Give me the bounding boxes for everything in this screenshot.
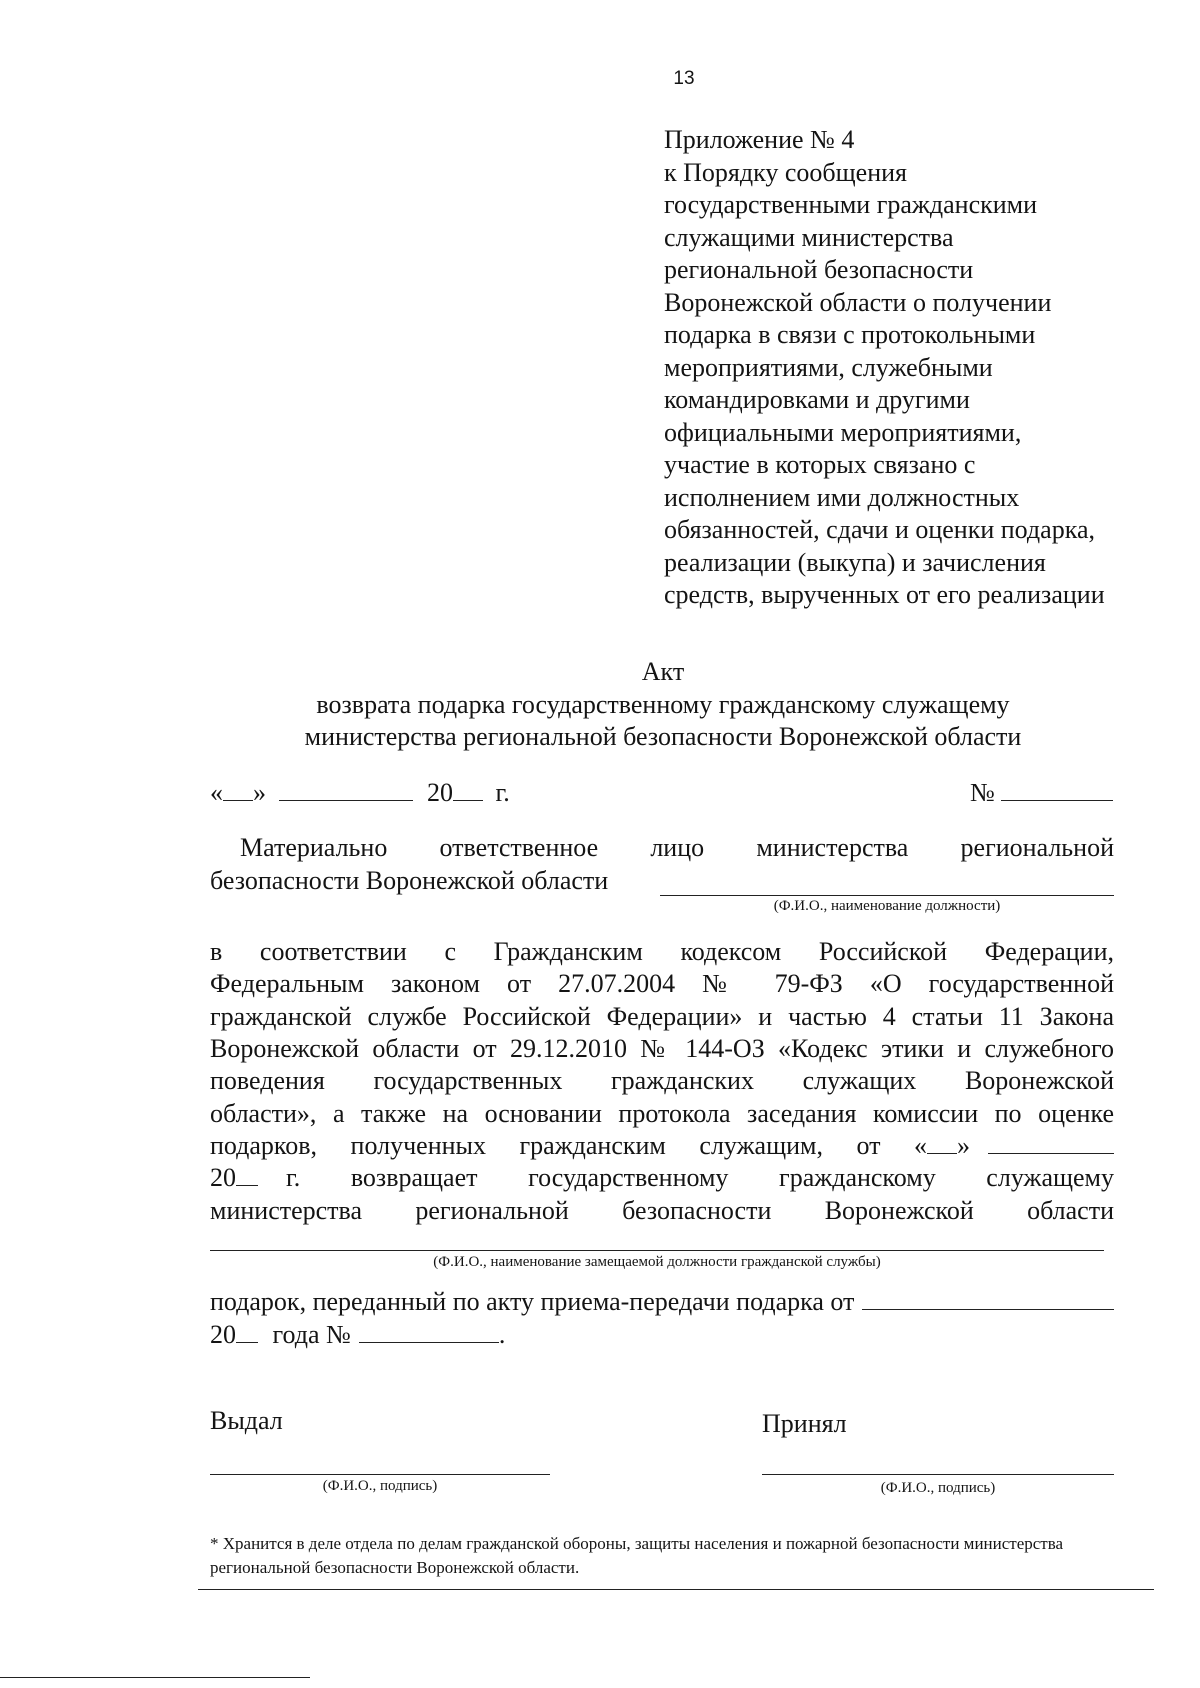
transfer-number-label: года № bbox=[272, 1320, 351, 1349]
p2-line-4: Воронежской области от 29.12.2010 № 144-ОЗ «Кодекс этики и служебного bbox=[210, 1034, 1114, 1063]
appendix-line: средств, вырученных от его реализации bbox=[664, 580, 1105, 609]
p1-word: ответственное bbox=[439, 833, 599, 862]
appendix-line: подарка в связи с протокольными bbox=[664, 320, 1036, 349]
act-number bbox=[970, 778, 1113, 808]
p1-word: министерства bbox=[756, 833, 909, 862]
transfer-year-prefix: 20 bbox=[210, 1320, 236, 1349]
year-suffix: г. bbox=[495, 778, 510, 807]
appendix-line: участие в которых связано с bbox=[664, 450, 976, 479]
appendix-line: мероприятиями, служебными bbox=[664, 352, 993, 382]
year-blank[interactable] bbox=[453, 799, 483, 801]
p1-word: лицо bbox=[650, 833, 705, 862]
p1-line-1 bbox=[240, 833, 1114, 863]
caption-responsible-person: (Ф.И.О., наименование должности) bbox=[773, 898, 1001, 914]
month-blank[interactable] bbox=[279, 799, 413, 801]
p2-line-9: министерства региональной безопасности Воронежской области bbox=[210, 1196, 1114, 1225]
p3-line-2 bbox=[210, 1320, 505, 1350]
recipient-blank[interactable] bbox=[210, 1250, 1104, 1251]
number-label: № bbox=[970, 778, 995, 807]
protocol-close-quote: » bbox=[957, 1131, 970, 1160]
date-close-quote: » bbox=[253, 778, 266, 807]
day-blank[interactable] bbox=[223, 799, 253, 801]
appendix-block bbox=[664, 124, 1200, 612]
page-number: 13 bbox=[673, 68, 695, 89]
transfer-act-date-blank[interactable] bbox=[862, 1308, 1114, 1310]
footnote-divider bbox=[198, 1589, 1154, 1590]
appendix-line: служащими министерства bbox=[664, 222, 954, 252]
document-subtitle-line-2: министерства региональной безопасности Воронежской области bbox=[304, 722, 1022, 751]
document-title: Акт bbox=[641, 657, 685, 686]
appendix-line: к Порядку сообщения bbox=[664, 157, 907, 187]
protocol-day-blank[interactable] bbox=[927, 1152, 957, 1154]
protocol-month-blank[interactable] bbox=[988, 1152, 1114, 1154]
protocol-year-blank[interactable] bbox=[236, 1184, 258, 1186]
received-label: Принял bbox=[762, 1409, 847, 1438]
appendix-line: реализации (выкупа) и зачисления bbox=[664, 547, 1046, 577]
p2-line-1: в соответствии с Гражданским кодексом Российской Федерации, bbox=[210, 937, 1114, 966]
p2-line-8 bbox=[210, 1163, 1114, 1193]
appendix-line: обязанностей, сдачи и оценки подарка, bbox=[664, 515, 1095, 544]
p2-line-7 bbox=[210, 1131, 1114, 1161]
transfer-line-end: . bbox=[498, 1320, 506, 1349]
footnote: * Хранится в деле отдела по делам гражданской обороны, защиты населения и пожарной безопасности министерства региональной безопасности Воронежской области. bbox=[210, 1534, 1064, 1577]
appendix-line: региональной безопасности bbox=[664, 255, 974, 284]
p3-line-1 bbox=[210, 1287, 1114, 1317]
p2-line-6: области», а также на основании протокола заседания комиссии по оценке bbox=[210, 1099, 1114, 1128]
transfer-year-blank[interactable] bbox=[236, 1341, 258, 1343]
p2-line-5: поведения государственных гражданских служащих Воронежской bbox=[210, 1066, 1114, 1095]
p1-line-2: безопасности Воронежской области bbox=[210, 866, 609, 895]
number-blank[interactable] bbox=[1001, 799, 1113, 801]
p2-line-8-text: г. возвращает государственному гражданскому служащему bbox=[286, 1163, 1114, 1192]
date-line bbox=[210, 778, 510, 808]
appendix-line: официальными мероприятиями, bbox=[664, 417, 1022, 447]
p2-line-2: Федеральным законом от 27.07.2004 № 79-ФЗ «О государственной bbox=[210, 969, 1114, 998]
responsible-person-blank[interactable] bbox=[660, 895, 1114, 896]
p2-line-7-text: подарков, полученных гражданским служащим, от « bbox=[210, 1131, 927, 1160]
caption-recipient: (Ф.И.О., наименование замещаемой должности гражданской службы) bbox=[433, 1254, 881, 1270]
protocol-year-prefix: 20 bbox=[210, 1163, 236, 1192]
p1-word: региональной bbox=[960, 833, 1114, 862]
date-open-quote: « bbox=[210, 778, 223, 807]
received-signature-line[interactable] bbox=[762, 1474, 1114, 1475]
bottom-edge-line bbox=[0, 1677, 310, 1678]
issued-signature-line[interactable] bbox=[210, 1474, 550, 1475]
document-subtitle-line-1: возврата подарка государственному гражданскому служащему bbox=[316, 690, 1010, 719]
appendix-line: командировками и другими bbox=[664, 385, 970, 414]
p1-word: Материально bbox=[240, 833, 388, 862]
p2-line-3: гражданской службе Российской Федерации» и частью 4 статьи 11 Закона bbox=[210, 1002, 1114, 1031]
transfer-number-blank[interactable] bbox=[359, 1341, 499, 1343]
appendix-line: Воронежской области о получении bbox=[664, 287, 1052, 317]
caption-issued: (Ф.И.О., подпись) bbox=[322, 1478, 438, 1494]
appendix-line: Приложение № 4 bbox=[664, 125, 855, 154]
p3-line-1-text: подарок, переданный по акту приема-передачи подарка от bbox=[210, 1287, 855, 1316]
year-prefix: 20 bbox=[427, 778, 453, 807]
appendix-line: исполнением ими должностных bbox=[664, 482, 1020, 512]
appendix-line: государственными гражданскими bbox=[664, 190, 1038, 219]
issued-label: Выдал bbox=[210, 1406, 283, 1435]
caption-received: (Ф.И.О., подпись) bbox=[880, 1480, 996, 1496]
